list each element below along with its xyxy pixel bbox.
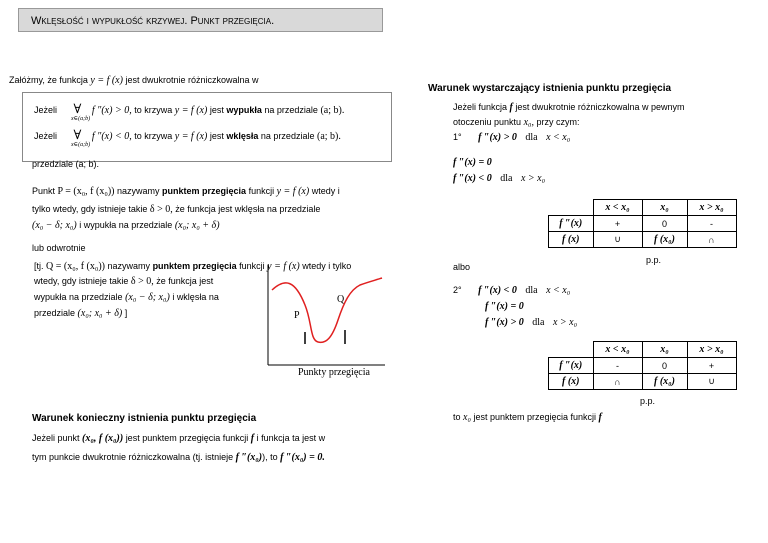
sign-table-2: x < x₀ x₀ x > x₀ f ″(x) - 0 + f (x) ∩ f (x₀) ∪ — [548, 341, 737, 390]
punkt-line-1: Punkt P = (x₀, f (x₀)) nazywamy punktem przegięcia funkcji y = f (x) wtedy i — [32, 186, 340, 197]
final-line: to x₀ jest punktem przegięcia funkcji f — [453, 412, 602, 423]
table-row: f (x) ∪ f (x₀) ∩ — [549, 232, 737, 248]
punkt-line-4: lub odwrotnie — [32, 243, 86, 253]
case1-line-a: 1° f ″(x) > 0 dla x < x₀ — [453, 132, 571, 143]
punkt-line-2: tylko wtedy, gdy istnieje takie δ > 0, że funkcja jest wklęsła na przedziale — [32, 204, 321, 215]
case1-line-c: f ″(x) < 0 dla x > x₀ — [453, 173, 546, 184]
sign-table-1: x < x₀ x₀ x > x₀ f ″(x) + 0 - f (x) ∪ f (x₀) ∩ — [548, 199, 737, 248]
wystarczajacy-heading: Warunek wystarczający istnienia punktu przegięcia — [428, 83, 672, 94]
box-row-1: Jeżeli ∀ f ″(x) > 0, to krzywa y = f (x) jest wypukła na przedziale (a; b). — [34, 101, 345, 116]
graph-label-q: Q — [337, 294, 345, 305]
graph-caption: Punkty przegięcia — [298, 367, 370, 378]
wystarczajacy-line-1: Jeżeli funkcja f jest dwukrotnie różniczkowalna w pewnym — [453, 102, 685, 113]
przedziale-text: przedziale (a; b). — [32, 159, 100, 169]
graph-label-p: P — [294, 310, 300, 321]
case2-line-b: f ″(x) = 0 — [485, 301, 524, 312]
case1-line-b: f ″(x) = 0 — [453, 157, 492, 168]
intro-line: Załóżmy, że funkcja y = f (x) jest dwukrotnie różniczkowalna w — [9, 75, 259, 86]
inflection-graph — [250, 260, 390, 380]
punkt-line-7: wypukła na przedziale (x₀ − δ; x₀) i wklęsła na — [34, 292, 219, 303]
table-row: f ″(x) + 0 - — [549, 216, 737, 232]
case2-line-c: f ″(x) > 0 dla x > x₀ — [485, 317, 578, 328]
table-2-note: p.p. — [640, 396, 656, 406]
table-1-note: p.p. — [646, 255, 662, 265]
box-row-2: Jeżeli ∀ f ″(x) < 0, to krzywa y = f (x) jest wklęsła na przedziale (a; b). — [34, 127, 341, 142]
table-row: f ″(x) - 0 + — [549, 358, 737, 374]
konieczny-line-1: Jeżeli punkt (x₀, f (x₀)) jest punktem przegięcia funkcji f i funkcja ta jest w — [32, 433, 326, 444]
punkt-line-6: wtedy, gdy istnieje takie δ > 0, że funkcja jest — [34, 276, 214, 287]
konieczny-heading: Warunek konieczny istnienia punktu przegięcia — [32, 413, 257, 424]
punkt-line-5: [tj. Q = (x₀, f (x₀)) nazywamy punktem przegięcia funkcji y = f (x) wtedy i tylko — [34, 261, 352, 272]
konieczny-line-2: tym punkcie dwukrotnie różniczkowalna (tj. istnieje f ″(x₀)), to f ″(x₀) = 0. — [32, 452, 325, 463]
box-row-1-quant: x∈(a;b) — [71, 116, 91, 122]
case2-line-a: 2° f ″(x) < 0 dla x < x₀ — [453, 285, 571, 296]
graph-curve — [272, 278, 382, 342]
punkt-line-8: przedziale (x₀; x₀ + δ) ] — [34, 308, 128, 319]
page-title: Wklęsłość i wypukłość krzywej. Punkt przegięcia. — [31, 15, 275, 27]
albo-text: albo — [453, 262, 471, 272]
title-box — [18, 8, 383, 32]
box-row-2-quant: x∈(a;b) — [71, 142, 91, 148]
punkt-line-3: (x₀ − δ; x₀) i wypukła na przedziale (x₀; x₀ + δ) — [32, 220, 220, 231]
table-row: f (x) ∩ f (x₀) ∪ — [549, 374, 737, 390]
wystarczajacy-line-2: otoczeniu punktu x₀, przy czym: — [453, 117, 580, 128]
